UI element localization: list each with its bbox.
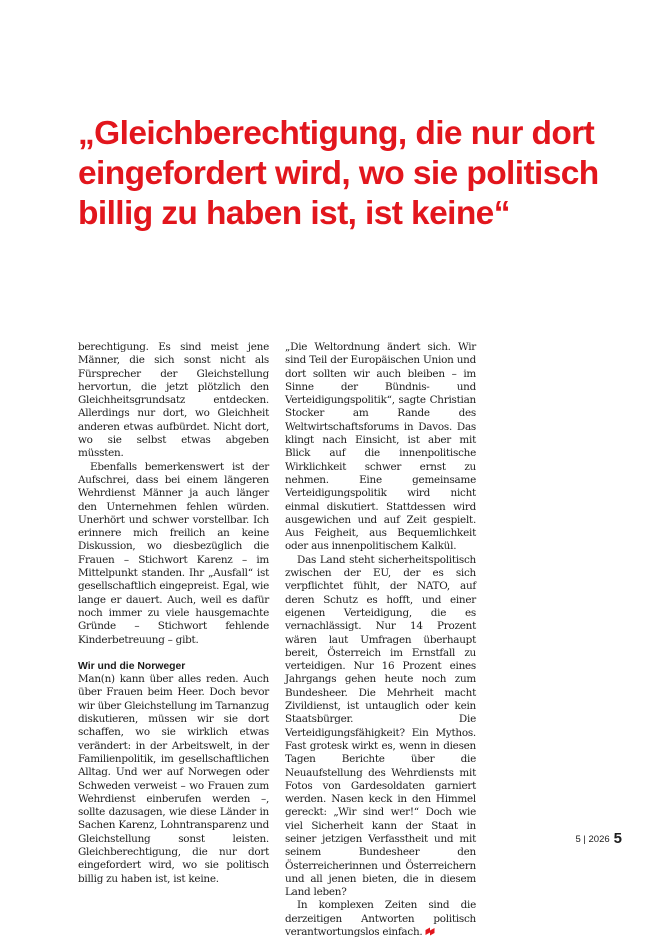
pull-quote-line: billig zu haben ist, ist keine“ (78, 195, 510, 232)
body-paragraph-final (285, 899, 476, 939)
left-text-column (78, 341, 269, 886)
body-paragraph: „Die Weltordnung ändert sich. Wir sind Teil der Europäischen Union und dort sollten wir auch bleiben – im Sinne der Bündnis- und Verteidigungspolitik“, sagte Christian Stocker am Rande des Weltwirtschaftsforums in Davos. Das klingt nach Einsicht, ist aber mit Blick auf die innenpolitische Wirklichkeit schwer ernst zu nehmen. Eine gemeinsame Verteidigungspolitik wird nicht einmal diskutiert. Stattdessen wird ausgewichen und auf Zeit gespielt. Aus Feigheit, aus Bequemlichkeit oder aus innenpolitischem Kalkül. (285, 341, 476, 553)
final-paragraph-text: In komplexen Zeiten sind die derzeitigen Antworten politisch verantwortungslos einfach. (285, 899, 476, 939)
page-number: 5 (613, 830, 622, 847)
body-paragraph: Man(n) kann über alles reden. Auch über Frauen beim Heer. Doch bevor wir über Gleichstellung im Tarnanzug diskutieren, müssen wir sie dort schaffen, wo sie wirklich etwas verändert: in der Arbeitswelt, in der Familienpolitik, im gesellschaftlichen Alltag. Und wer auf Norwegen oder Schweden verweist – wo Frauen zum Wehrdienst einberufen werden –, sollte dazusagen, wie diese Länder in Sachen Karenz, Lohntransparenz und Gleichstellung sonst leisten. Gleichberechtigung, die nur dort eingefordert wird, wo sie politisch billig zu haben ist, ist keine. (78, 673, 269, 885)
issue-number: 5 | 2026 (575, 834, 610, 845)
pull-quote (78, 114, 618, 234)
right-text-column (285, 341, 476, 939)
body-paragraph: Ebenfalls bemerkenswert ist der Aufschrei, dass bei einem längeren Wehrdienst Männer ja auch länger den Unternehmen fehlen würden. Unerhört und schwer vorstellbar. Ich erinnere mich freilich an keine Diskussion, wo diesbezüglich die Frauen – Stichwort Karenz – im Mittelpunkt standen. Ihr „Ausfall“ ist gesellschaftlich eingepreist. Egal, wie lange er dauert. Auch, weil es dafür noch immer zu viele hausgemachte Gründe – Stichwort fehlende Kinderbetreuung – gibt. (78, 460, 269, 646)
pull-quote-line: „Gleichberechtigung, die nur dort (78, 115, 595, 152)
end-of-article-icon (425, 927, 435, 936)
body-paragraph: berechtigung. Es sind meist jene Männer, die sich sonst nicht als Fürsprecher der Gleichstellung hervortun, die jetzt plötzlich den Gleichheitsgrundsatz entdecken. Allerdings nur dort, wo Gleichheit anderen etwas aufbürdet. Nicht dort, wo sie selbst etwas abgeben müssten. (78, 341, 269, 460)
subheading: Wir und die Norweger (78, 660, 186, 672)
body-paragraph: Das Land steht sicherheitspolitisch zwischen der EU, der es sich verpflichtet fühlt, der NATO, auf deren Schutz es hofft, und einer eigenen Verteidigung, die es vernachlässigt. Nur 14 Prozent wären laut Umfragen überhaupt bereit, Österreich im Ernstfall zu verteidigen. Nur 16 Prozent eines Jahrgangs gehen heute noch zum Bundesheer. Die Mehrheit macht Zivildienst, ist untauglich oder kein Staatsbürger. Die Verteidigungsfähigkeit? Ein Mythos. Fast grotesk wirkt es, wenn in diesen Tagen Berichte über die Neuaufstellung des Wehrdiensts mit Fotos von Gardesoldaten garniert werden. Nasen keck in den Himmel gereckt: „Wir sind wer!“ Doch wie viel Sicherheit kann der Staat in seiner jetzigen Verfasstheit und mit seinem Bundesheer den Österreicherinnen und Österreichern und all jenen bieten, die in diesem Land leben? (285, 553, 476, 899)
pull-quote-line: eingefordert wird, wo sie politisch (78, 155, 599, 192)
page-footer (575, 830, 622, 848)
